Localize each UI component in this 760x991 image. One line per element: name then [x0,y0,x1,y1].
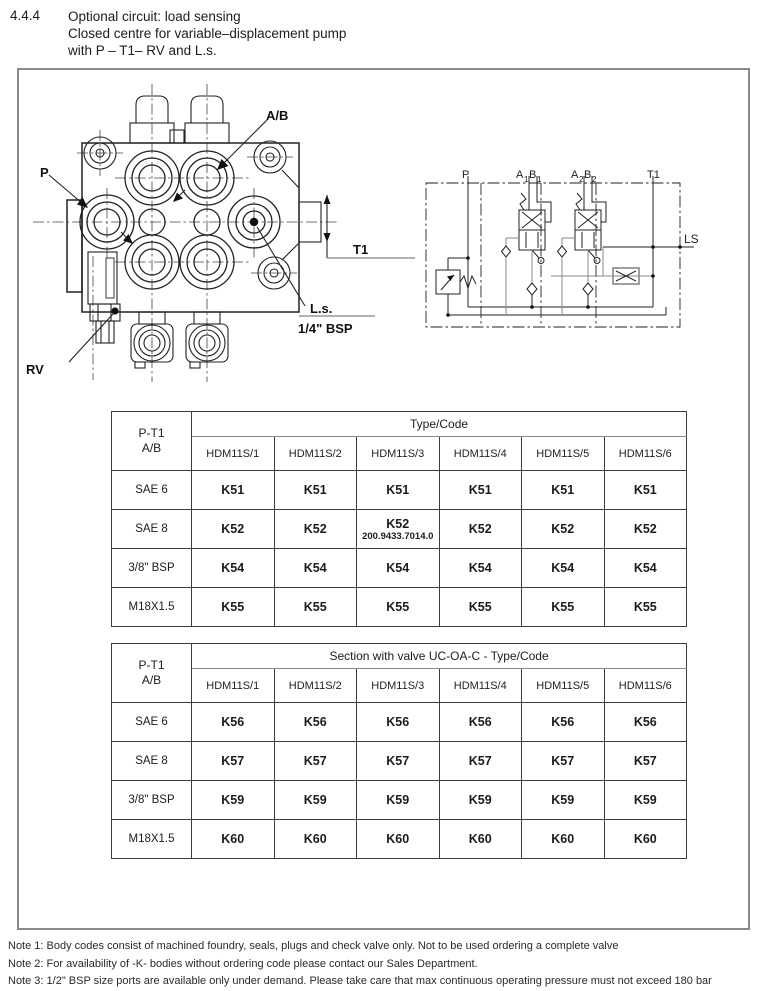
column-header: HDM11S/3 [357,437,440,471]
code-cell: K54 [522,549,605,588]
code-cell: K56 [522,703,605,742]
code-cell: K51 [439,471,522,510]
column-header: HDM11S/2 [274,437,357,471]
table-row [112,510,687,549]
column-header: HDM11S/4 [439,669,522,703]
column-header: HDM11S/6 [604,437,687,471]
column-header: HDM11S/3 [357,669,440,703]
note-3: Note 3: 1/2" BSP size ports are available only under demand. Please take care that max continuous operating pressure must not exceed 180 bar [8,975,712,987]
table-body [112,703,687,859]
uc-oa-c-code-table [111,643,687,859]
code-cell: K57 [274,742,357,781]
ls-network [551,245,694,284]
code-cell: K57 [522,742,605,781]
schematic-enclosure [426,183,680,327]
ls-port-label: L.s. [310,301,333,316]
code-cell: K59 [604,781,687,820]
code-cell: K59 [522,781,605,820]
schematic-a2-sub: 2 [579,175,584,184]
section-number: 4.4.4 [10,8,41,23]
span-header: Type/Code [192,412,687,437]
note-2: Note 2: For availability of -K- bodies without ordering code please contact our Sales Department. [8,957,478,970]
schematic-t1-label: T1 [647,169,660,181]
code-cell: K60 [604,820,687,859]
table-row [112,703,687,742]
code-cell: K55 [192,588,275,627]
code-cell: K55 [439,588,522,627]
corner-header [112,644,192,703]
code-cell: K54 [439,549,522,588]
table-columns-row [112,669,687,703]
dcv-section-1 [502,183,552,315]
code-cell: K59 [192,781,275,820]
code-cell: K60 [192,820,275,859]
code-cell: K51 [604,471,687,510]
corner-line-1: P-T1 [138,426,165,440]
valve-cap-nuts [130,96,229,143]
hydraulic-schematic [418,158,758,343]
code-cell: K52 [274,510,357,549]
code-cell: K51 [522,471,605,510]
code-cell: K55 [604,588,687,627]
row-header: SAE 8 [112,510,192,549]
code-subtext: 200.9433.7014.0 [362,530,434,542]
corner-header [112,412,192,471]
row-header: SAE 8 [112,742,192,781]
schematic-a1-sub: 1 [524,175,529,184]
valve-block-drawing [22,80,422,398]
schematic-b1-sub: 1 [537,175,542,184]
corner-line-2: A/B [141,441,162,455]
code-cell: K57 [439,742,522,781]
ls-bsp-label: 1/4" BSP [298,321,353,336]
code-cell: K57 [192,742,275,781]
ab-port-label: A/B [266,108,289,123]
rv-label: RV [26,362,44,377]
code-cell: K54 [192,549,275,588]
code-cell: K59 [274,781,357,820]
column-header: HDM11S/4 [439,437,522,471]
row-header: 3/8" BSP [112,781,192,820]
code-cell: K56 [604,703,687,742]
table-body [112,471,687,627]
corner-line-2: A/B [141,673,162,687]
code-cell: K52 [192,510,275,549]
code-cell: K52 [522,510,605,549]
row-header: M18X1.5 [112,820,192,859]
row-header: M18X1.5 [112,588,192,627]
ls-port-dot [250,218,258,226]
code-cell: K52 [439,510,522,549]
column-header: HDM11S/2 [274,669,357,703]
code-cell: K56 [274,703,357,742]
code-cell: K51 [192,471,275,510]
schematic-b2-sub: 2 [592,175,597,184]
rv-port-dot [111,307,118,314]
dcv-section-2 [558,183,607,315]
footnotes [8,938,756,991]
code-cell: K52 200.9433.7014.0 [357,510,440,549]
schematic-p-label: P [462,169,470,181]
type-code-table [111,411,687,627]
code-cell: K60 [522,820,605,859]
code-cell: K60 [439,820,522,859]
corner-line-1: P-T1 [138,658,165,672]
code-cell: K54 [274,549,357,588]
title-line-3: with P – T1– RV and L.s. [68,43,217,58]
table-span-row [112,644,687,669]
code-cell: K55 [522,588,605,627]
table-row [112,549,687,588]
column-header: HDM11S/6 [604,669,687,703]
code-cell: K60 [357,820,440,859]
column-header: HDM11S/1 [192,669,275,703]
table-span-row [112,412,687,437]
code-cell: K55 [274,588,357,627]
t1-dimension [324,195,416,258]
code-cell: K51 [274,471,357,510]
table-row [112,820,687,859]
table-columns-row [112,437,687,471]
schematic-a1-label: A [516,169,524,181]
code-cell: K55 [357,588,440,627]
title-line-2: Closed centre for variable–displacement pump [68,26,347,41]
code-cell: K57 [604,742,687,781]
code-cell: K56 [192,703,275,742]
p-port-label: P [40,165,49,180]
column-header: HDM11S/5 [522,437,605,471]
column-header: HDM11S/1 [192,437,275,471]
table-row [112,471,687,510]
note-1: Note 1: Body codes consist of machined foundry, seals, plugs and check valve only. Not to be used ordering a complete valve [8,940,619,952]
port-circles [80,151,280,289]
page-title [68,8,346,59]
code-cell: K56 [439,703,522,742]
row-header: 3/8" BSP [112,549,192,588]
code-cell: K52 [604,510,687,549]
code-cell: K59 [357,781,440,820]
schematic-ls-label: LS [684,232,699,246]
code-cell: K56 [357,703,440,742]
schematic-b2-label: B [584,169,592,181]
table-row [112,781,687,820]
title-line-1: Optional circuit: load sensing [68,9,241,24]
schematic-a2-label: A [571,169,579,181]
code-cell: K57 [357,742,440,781]
code-cell: K51 [357,471,440,510]
row-header: SAE 6 [112,703,192,742]
span-header: Section with valve UC-OA-C - Type/Code [192,644,687,669]
row-header: SAE 6 [112,471,192,510]
schematic-b1-label: B [529,169,537,181]
relief-valve-symbol [436,256,476,317]
code-cell: K60 [274,820,357,859]
code-cell: K59 [439,781,522,820]
code-cell: K54 [604,549,687,588]
table-row [112,742,687,781]
lever-bosses [131,312,228,368]
t1-port-label: T1 [353,242,369,257]
table-row [112,588,687,627]
code-cell: K54 [357,549,440,588]
column-header: HDM11S/5 [522,669,605,703]
